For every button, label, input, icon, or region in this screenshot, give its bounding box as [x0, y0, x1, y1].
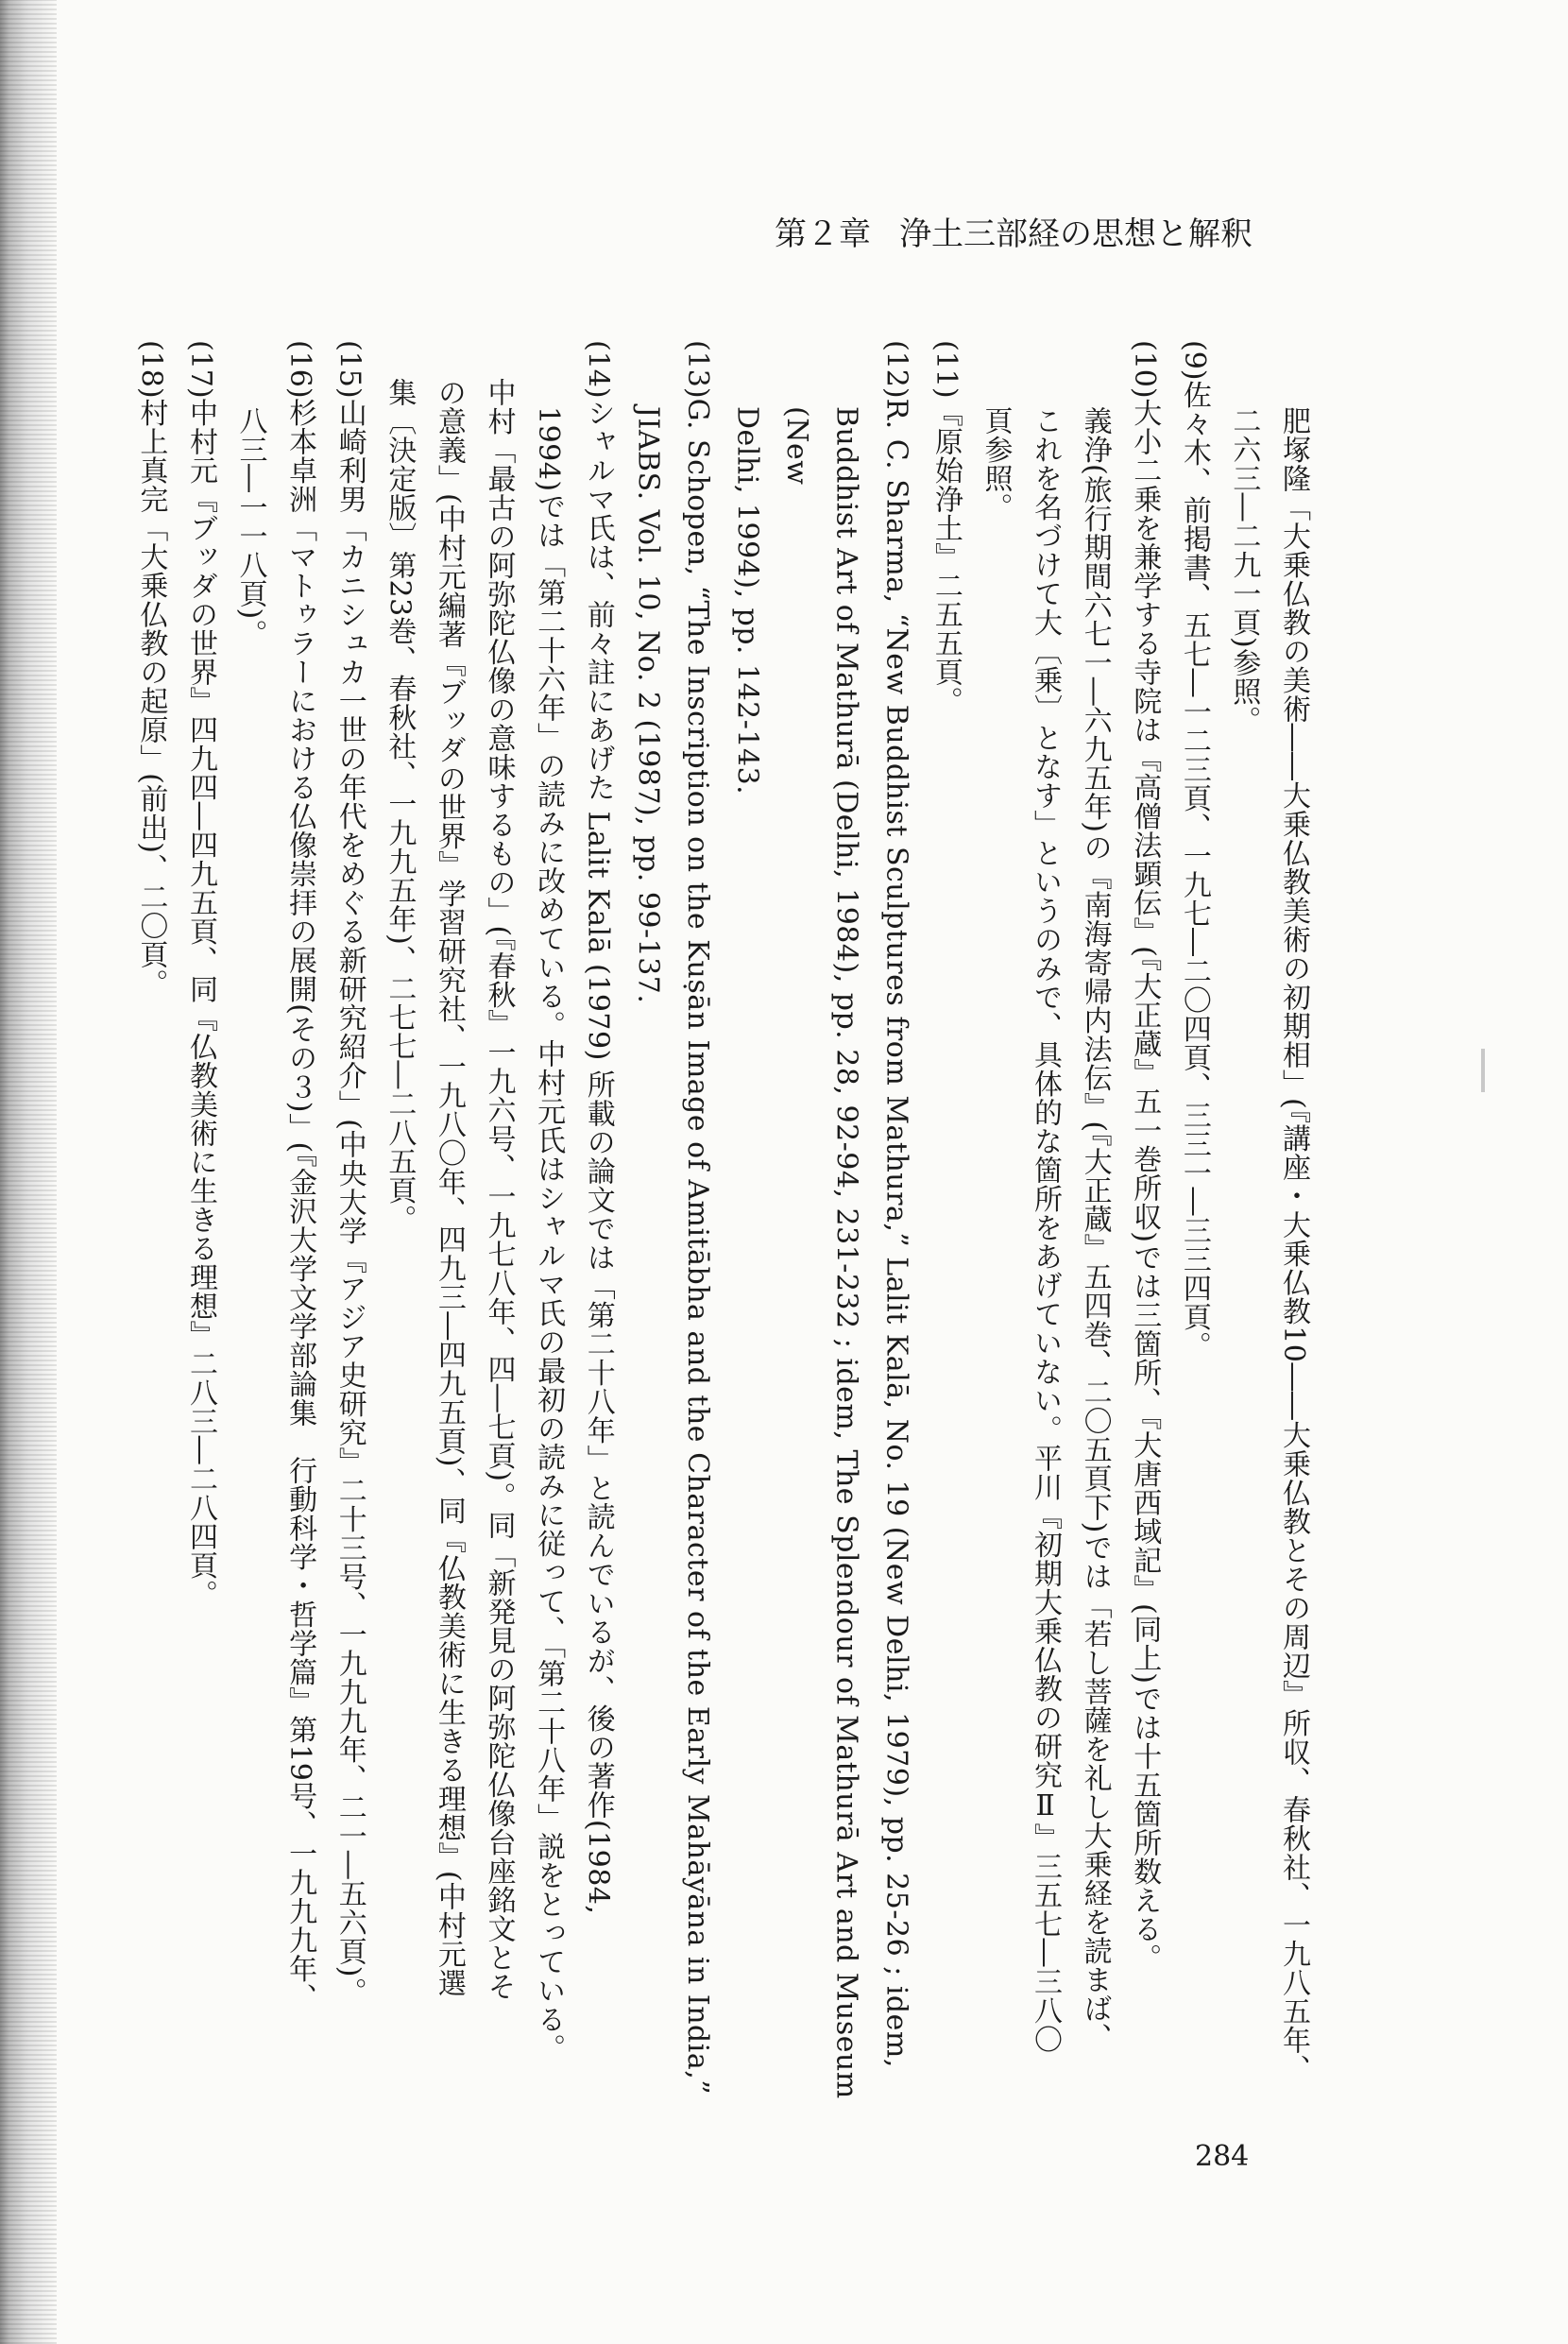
- note-13-line: JIABS. Vol. 10, No. 2 (1987), pp. 99-137.: [631, 406, 665, 1004]
- note-continuation: 肥塚隆「大乗仏教の美術――大乗仏教美術の初期相」(『講座・大乗仏教10――大乗仏教とその周辺』所収、春秋社、一九八五年、: [1277, 406, 1310, 2083]
- note-11: (11)『原始浄土』二五五頁。: [929, 340, 963, 716]
- note-17: (17)中村元『ブッダの世界』四九四―四九五頁、同『仏教美術に生きる理想』二八三―二八四頁。: [183, 340, 217, 1609]
- chapter-label: 第２章: [775, 215, 871, 253]
- note-16: (16)杉本卓洲「マトゥラーにおける仏像崇拝の展開(その３)」(『金沢大学文学部論集 行動科学・哲学篇』第19号、一九九九年、: [283, 340, 317, 2012]
- note-15: (15)山崎利男「カニシュカ一世の年代をめぐる新研究紹介」(中央大学『アジア史研究』二十三号、一九九九年、二一―五六頁)。: [332, 340, 366, 2007]
- note-14-line: 中村「最古の阿弥陀仏像の意味するもの」(『春秋』一九六号、一九七八年、四―七頁)。同「新発見の阿弥陀仏像台座銘文とそ: [482, 378, 516, 2001]
- note-10-line: 頁参照。: [979, 406, 1013, 522]
- note-12: (12)R. C. Sharma, “New Buddhist Sculptures from Mathura,” Lalit Kalā, No. 19 (New Delhi, 1979), pp. 25-26 ; idem,: [879, 340, 913, 2068]
- note-18: (18)村上真完「大乗仏教の起原」(前出)、二〇頁。: [134, 340, 168, 999]
- note-14: (14)シャルマ氏は、前々註にあげた Lalit Kalā (1979) 所載の論文では「第二十八年」と読んでいるが、後の著作(1984,: [581, 340, 615, 1915]
- note-9: (9)佐々木、前掲書、五七―一二三頁、一九七―二〇四頁、三三一―三三四頁。: [1177, 340, 1211, 1360]
- page-number: 284: [1195, 2140, 1250, 2173]
- endnotes: [126, 340, 1318, 2116]
- note-14-line: の意義」(中村元編著『ブッダの世界』学習研究社、一九八〇年、四九三―四九五頁)、同『仏教美術に生きる理想』(中村元選: [432, 378, 466, 1998]
- scan-artifact: [1481, 1049, 1485, 1092]
- chapter-title: 浄土三部経の思想と解釈: [899, 215, 1253, 253]
- running-head: [775, 206, 1360, 263]
- note-10: (10)大小二乗を兼学する寺院は『高僧法顕伝』(『大正蔵』五一巻所収)では三箇所、『大唐西域記』(同上)では十五箇所数える。: [1128, 340, 1162, 1973]
- note-14-line: 集〔決定版〕第23巻、春秋社、一九九五年)、二七七―二八五頁。: [383, 378, 417, 1234]
- note-12-line: Delhi, 1994), pp. 142-143.: [730, 406, 764, 796]
- note-continuation: 二六三―二九一頁)参照。: [1227, 406, 1261, 735]
- note-10-line: 義浄(旅行期間六七一―六九五年)の『南海寄帰内法伝』(『大正蔵』五四巻、二〇五頁下)では「若し菩薩を礼し大乗経を読まば、: [1078, 406, 1112, 2052]
- note-12-line: Buddhist Art of Mathurā (Delhi, 1984), pp. 28, 92-94, 231-232 ; idem, The Splendour of Mathurā Art and Museum (New: [780, 406, 863, 2099]
- note-13: (13)G. Schopen, “The Inscription on the Kuṣān Image of Amitābha and the Character of the Early Mahāyāna in India,”: [680, 340, 714, 2096]
- scan-shadow-edge: [0, 0, 57, 2344]
- note-10-line: これを名づけて大〔乗〕となす」というのみで、具体的な箇所をあげていない。平川『初期大乗仏教の研究Ⅱ』三五七―三八〇: [1029, 406, 1063, 2054]
- note-16-line: 八三―一一八頁)。: [233, 406, 267, 649]
- note-14-line: 1994)では「第二十六年」の読みに改めている。中村元氏はシャルマ氏の最初の読みに従って、「第二十八年」説をとっている。: [532, 406, 566, 2063]
